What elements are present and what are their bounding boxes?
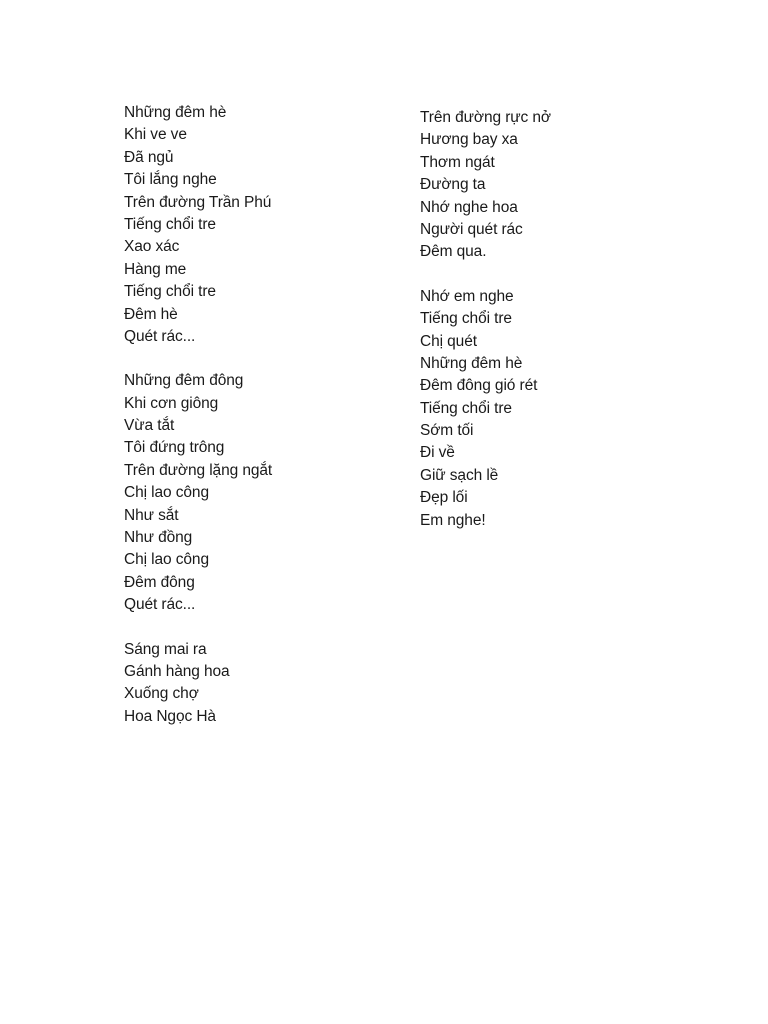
poem-line: Những đêm đông — [124, 372, 244, 390]
poem-line: Quét rác... — [124, 596, 196, 614]
poem-line: Chị lao công — [124, 484, 209, 502]
poem-line: Tôi đứng trông — [124, 439, 225, 457]
stanza-4 — [420, 107, 551, 264]
poem-line: Xuống chợ — [124, 685, 199, 703]
poem-line: Quét rác... — [124, 327, 196, 345]
poem-line: Người quét rác — [420, 220, 523, 238]
stanza-2 — [124, 370, 272, 616]
poem-line: Trên đường Trần Phú — [124, 193, 272, 211]
poem-line: Chị quét — [420, 332, 477, 350]
poem-line: Trên đường rực nở — [420, 109, 551, 126]
poem-line: Đêm đông — [124, 573, 195, 591]
poem-line: Vừa tắt — [124, 417, 175, 435]
poem-line: Đã ngủ — [124, 148, 174, 166]
poem-line: Giữ sạch lề — [420, 466, 499, 484]
poem-line: Nhớ nghe hoa — [420, 198, 518, 216]
poem-left-column — [124, 102, 272, 750]
poem-line: Tiếng chổi tre — [124, 283, 216, 301]
poem-line: Đi về — [420, 444, 455, 462]
poem-line: Hàng me — [124, 260, 187, 278]
poem-line: Thơm ngát — [420, 153, 495, 171]
poem-line: Đêm hè — [124, 305, 178, 323]
stanza-3 — [124, 639, 272, 729]
poem-line: Những đêm hè — [124, 104, 227, 121]
stanza-5 — [420, 286, 551, 532]
poem-line: Trên đường lặng ngắt — [124, 461, 273, 479]
poem-line: Tiếng chổi tre — [124, 215, 216, 233]
poem-right-column — [420, 107, 551, 554]
poem-line: Khi cơn giông — [124, 394, 219, 412]
poem-line: Em nghe! — [420, 511, 486, 529]
poem-line: Đẹp lối — [420, 489, 468, 507]
poem-line: Đêm đông gió rét — [420, 377, 538, 395]
poem-line: Đêm qua. — [420, 243, 487, 261]
poem-line: Như sắt — [124, 506, 179, 524]
poem-line: Hoa Ngọc Hà — [124, 707, 216, 725]
poem-line: Khi ve ve — [124, 126, 187, 144]
poem-line: Hương bay xa — [420, 131, 518, 149]
poem-line: Đường ta — [420, 176, 486, 194]
poem-line: Như đồng — [124, 529, 193, 547]
poem-line: Tiếng chổi tre — [420, 310, 512, 328]
poem-line: Chị lao công — [124, 551, 209, 569]
poem-line: Tôi lắng nghe — [124, 171, 217, 189]
poem-line: Những đêm hè — [420, 354, 523, 372]
poem-line: Gánh hàng hoa — [124, 662, 230, 680]
poem-line: Sớm tối — [420, 422, 474, 440]
poem-line: Sáng mai ra — [124, 640, 207, 658]
poem-line: Nhớ em nghe — [420, 287, 514, 305]
stanza-1 — [124, 102, 272, 348]
poem-line: Tiếng chổi tre — [420, 399, 512, 417]
poem-line: Xao xác — [124, 238, 180, 256]
